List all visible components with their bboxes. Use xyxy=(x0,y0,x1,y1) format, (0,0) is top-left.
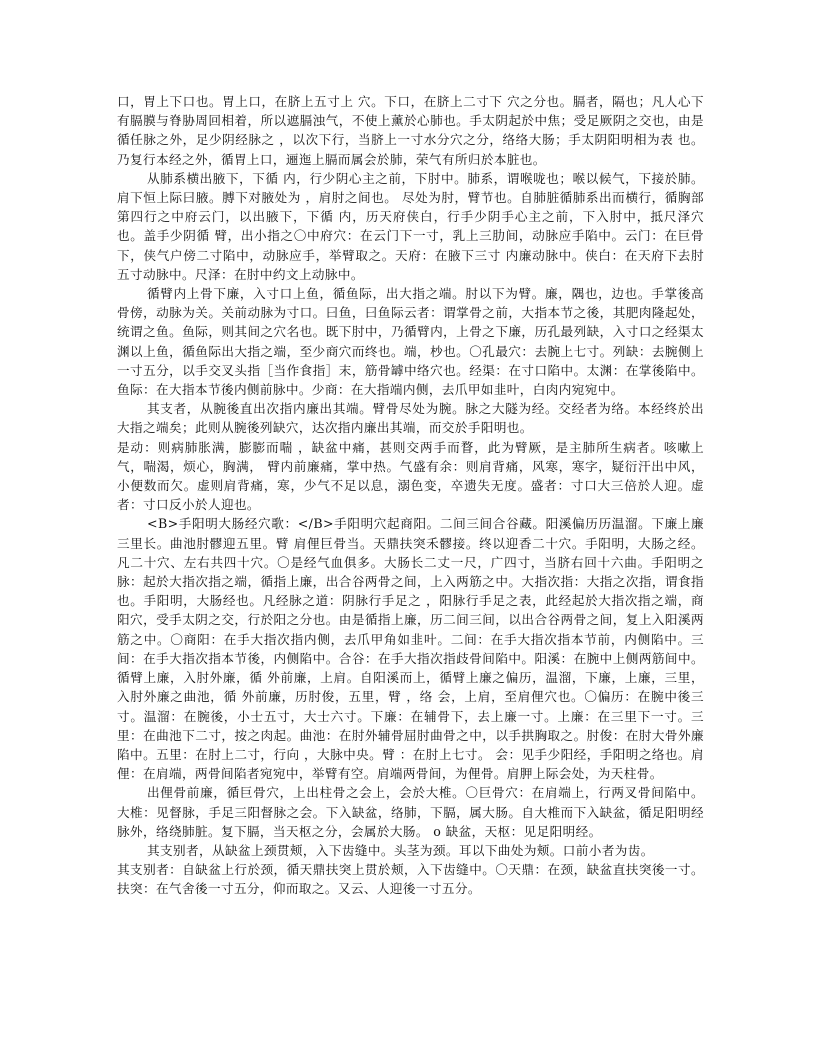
paragraph-lung-diseases: 是动：则病肺胀满，膨膨而喘 ，缺盆中痛，甚则交两手而瞀，此为臂厥，是主肺所生病者。咳嗽上气，喘渴，烦心，胸满， 臂内前廉痛，掌中热。气盛有余：则肩背痛，风寒，寒字，疑衍汗出中风，小便数而欠。虚则肩背痛，寒，少气不足以息，溺色变，卒遗失无度。盛者：寸口大三倍於人迎。虚者：寸口反小於人迎也。 xyxy=(117,439,704,513)
paragraph-lung-branch-armpit: 从肺系横出腋下，下循 内，行少阴心主之前，下肘中。肺系，谓喉咙也；喉以候气，下接於肺。肩下恒上际曰腋。膊下对腋处为 ，肩肘之间也。 尽处为肘，臂节也。自肺脏循肺系出而横行，循胸部第四行之中府云门，以出腋下，下循 内，历天府侠白，行手少阴手心主之前，下入肘中，抵尺泽穴也。盖手少阴循 臂，出小指之〇中府穴：在云门下一寸，乳上三肋间，动脉应手陷中。云门：在巨骨下，侠气户傍二寸陷中，动脉应手，举臂取之。天府：在腋下三寸 内廉动脉中。侠白：在天府下去肘五寸动脉中。尺泽：在肘中约文上动脉中。 xyxy=(117,170,704,282)
paragraph-lung-forearm: 循臂内上骨下廉，入寸口上鱼，循鱼际，出大指之端。肘以下为臂。廉，隅也，边也。手掌後高骨傍，动脉为关。关前动脉为寸口。曰鱼，曰鱼际云者：谓掌骨之前，大指本节之後，其肥肉隆起处，统谓之鱼。鱼际，则其间之穴名也。既下肘中，乃循臂内，上骨之下廉，历孔最列缺，入寸口之经渠太渊以上鱼，循鱼际出大指之端，至少商穴而终也。端，杪也。〇孔最穴：去腕上七寸。列缺：去腕侧上一寸五分，以手交叉头指［当作食指］末，筋骨罅中络穴也。经渠：在寸口陷中。太渊：在掌後陷中。鱼际：在大指本节後内侧前脉中。少商：在大指端内侧，去爪甲如韭叶，白肉内宛宛中。 xyxy=(117,286,704,398)
paragraph-large-intestine-shoulder: 出俚骨前廉，循巨骨穴，上出柱骨之会上，会於大椎。〇巨骨穴：在肩端上，行两叉骨间陷中。大椎：见督脉，手足三阳督脉之会。下入缺盆，络肺，下膈，属大肠。自大椎而下入缺盆，循足阳明经脉外，络绕肺脏。复下膈，当天枢之分，会属於大肠。 o 缺盆，天枢：见足阳明经。 xyxy=(117,785,704,839)
paragraph-large-intestine-branch-neck: 其支别者，从缺盆上颈贯颊，入下齿缝中。头茎为颈。耳以下曲处为颊。口前小者为齿。 xyxy=(147,842,654,858)
paragraph-lung-branch-wrist: 其支者，从腕後直出次指内廉出其端。臂骨尽处为腕。脉之大隧为经。交经者为络。本经终於出大指之端矣；此则从腕後列缺穴，达次指内廉出其端，而交於手阳明也。 xyxy=(117,401,704,436)
paragraph-large-intestine-song: <B>手阳明大肠经穴歌：</B>手阳明穴起商阳。二间三间合谷藏。阳溪偏历历温溜。下廉上廉三里长。曲池肘髎迎五里。臂 肩俚巨骨当。天鼎扶突禾髎接。终以迎香二十穴。手阳明，大肠之经。凡二十穴、左右共四十穴。〇是经气血俱多。大肠长二丈一尺，广四寸，当脐右回十六曲。手阳明之脉：起於大指次指之端，循指上廉，出合谷两骨之间，上入两筋之中。大指次指：大指之次指，谓食指也。手阳明，大肠经也。凡经脉之道：阴脉行手足之 ，阳脉行手足之表，此经起於大指次指之端，商阳穴，受手太阴之交，行於阳之分也。由是循指上廉，历二间三间，以出合谷两骨之间，复上入阳溪两筋之中。〇商阳：在手大指次指内侧，去爪甲角如韭叶。二间：在手大指次指本节前，内侧陷中。三间：在手大指次指本节後，内侧陷中。合谷：在手大指次指歧骨间陷中。阳溪：在腕中上侧两筋间中。循臂上廉，入肘外廉，循 外前廉，上肩。自阳溪而上，循臂上廉之偏历，温溜，下廉，上廉，三里，入肘外廉之曲池，循 外前廉，历肘俊，五里，臂 ，络 会，上肩，至肩俚穴也。〇偏历：在腕中後三寸。温溜：在腕後，小士五寸，大士六寸。下廉：在辅骨下，去上廉一寸。上廉：在三里下一寸。三里：在曲池下二寸，按之肉起。曲池：在肘外辅骨屈肘曲骨之中，以手拱胸取之。肘俊：在肘大骨外廉陷中。五里：在肘上二寸，行向 ，大脉中央。臂 ：在肘上七寸。 会：见手少阳经，手阳明之络也。肩俚：在肩端，两骨间陷者宛宛中，举臂有空。肩端两骨间，为俚骨。肩胛上际会处，为天柱骨。 xyxy=(117,516,704,782)
document-page xyxy=(117,92,704,899)
paragraph-lung-stomach-continuation: 口，胃上下口也。胃上口，在脐上五寸上 穴。下口，在脐上二寸下 穴之分也。膈者，隔也；凡人心下有膈膜与脊胁周回相着，所以遮膈浊气，不使上薰於心肺也。手太阴起於中焦；受足厥阴之交也，由是循任脉之外，足少阴经脉之 ，以次下行，当脐上一寸水分穴之分，络络大肠；手太阴阳明相为表 也。乃复行本经之外，循胃上口，逦迤上膈而属会於肺，荣气有所归於本脏也。 xyxy=(117,94,704,167)
paragraph-large-intestine-branch-teeth: 其支别者：自缺盆上行於颈，循天鼎扶突上贯於颊，入下齿缝中。〇天鼎：在颈，缺盆直扶突後一寸。扶突：在气舍後一寸五分，仰而取之。又云、人迎後一寸五分。 xyxy=(117,862,704,897)
